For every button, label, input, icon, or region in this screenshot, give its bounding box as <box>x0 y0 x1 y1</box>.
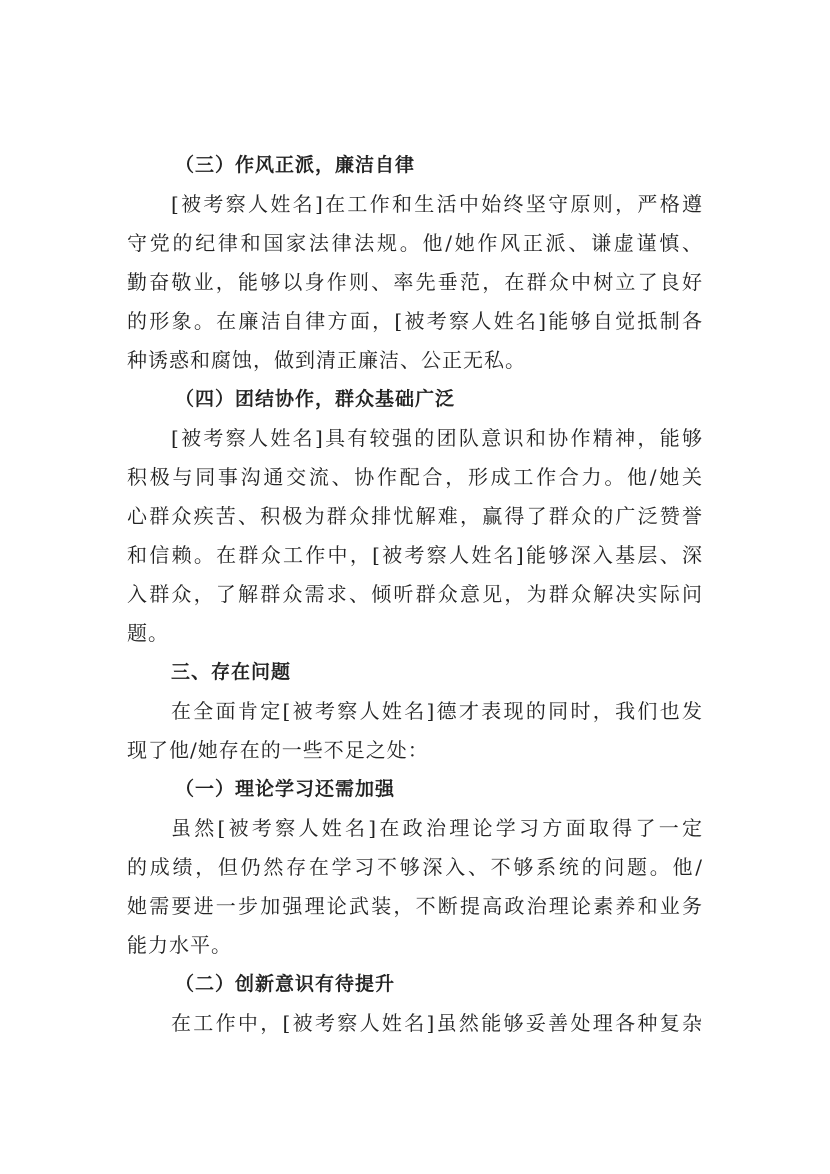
paragraph-line: 种诱惑和腐蚀，做到清正廉洁、公正无私。 <box>127 348 526 372</box>
section-heading: （二）创新意识有待提升 <box>175 973 396 995</box>
paragraph-line: [被考察人姓名]在工作和生活中始终坚守原则，严格遵 <box>171 192 703 216</box>
paragraph-line: 守党的纪律和国家法律法规。他/她作风正派、谦虚谨慎、 <box>127 231 703 255</box>
paragraph-line: 现了他/她存在的一些不足之处： <box>127 738 429 762</box>
paragraph-line: 虽然[被考察人姓名]在政治理论学习方面取得了一定 <box>171 816 703 840</box>
paragraph-line: 在工作中，[被考察人姓名]虽然能够妥善处理各种复杂 <box>171 1011 703 1035</box>
paragraph-line: 心群众疾苦、积极为群众排忧解难，赢得了群众的广泛赞誉 <box>127 504 703 528</box>
section-heading: （四）团结协作，群众基础广泛 <box>175 388 456 410</box>
section-heading: （三）作风正派，廉洁自律 <box>175 154 416 176</box>
paragraph-line: 在全面肯定[被考察人姓名]德才表现的同时，我们也发 <box>171 699 703 723</box>
paragraph-line: 能力水平。 <box>127 933 232 957</box>
paragraph-line: [被考察人姓名]具有较强的团队意识和协作精神，能够 <box>171 426 703 450</box>
document-page <box>127 146 703 1043</box>
section-heading: （一）理论学习还需加强 <box>175 778 396 800</box>
paragraph-line: 积极与同事沟通交流、协作配合，形成工作合力。他/她关 <box>127 465 703 489</box>
paragraph-line: 和信赖。在群众工作中，[被考察人姓名]能够深入基层、深 <box>127 543 703 567</box>
paragraph-line: 她需要进一步加强理论武装，不断提高政治理论素养和业务 <box>127 894 703 918</box>
paragraph-line: 的形象。在廉洁自律方面，[被考察人姓名]能够自觉抵制各 <box>127 309 703 333</box>
paragraph-line: 的成绩，但仍然存在学习不够深入、不够系统的问题。他/ <box>127 855 703 879</box>
paragraph-line: 入群众，了解群众需求、倾听群众意见，为群众解决实际问 <box>127 582 703 606</box>
paragraph-line: 题。 <box>127 621 169 645</box>
paragraph-line: 勤奋敬业，能够以身作则、率先垂范，在群众中树立了良好 <box>127 270 703 294</box>
part-heading: 三、存在问题 <box>171 661 292 683</box>
